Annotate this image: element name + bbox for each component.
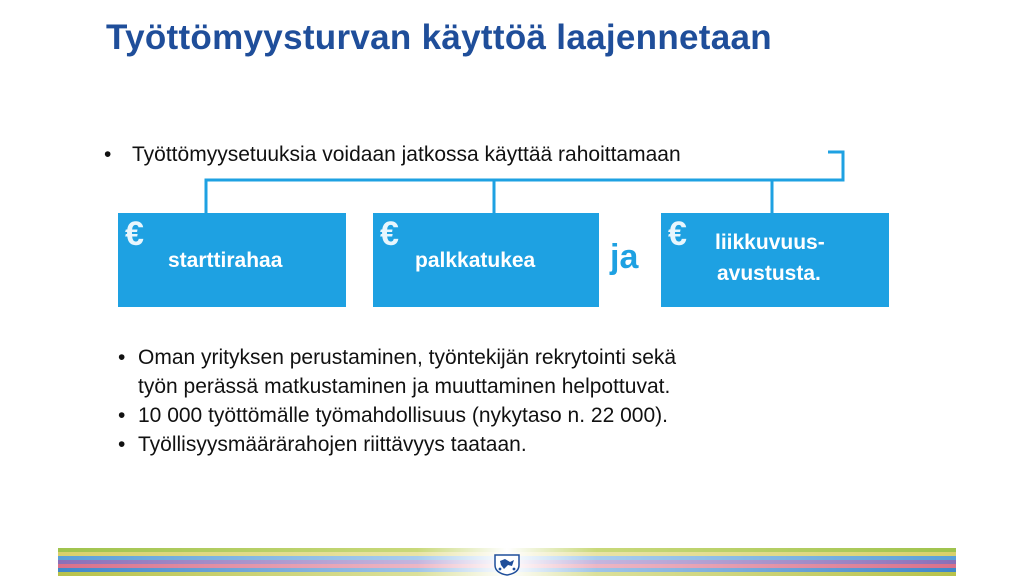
box-label: starttirahaa bbox=[168, 249, 283, 272]
box-starttiraha bbox=[118, 213, 346, 307]
coat-of-arms-icon bbox=[492, 553, 522, 576]
box-label-line1: liikkuvuus- bbox=[715, 231, 825, 254]
euro-icon: € bbox=[380, 215, 399, 253]
list-item bbox=[118, 343, 676, 401]
euro-icon: € bbox=[125, 215, 144, 253]
list-item-line: 10 000 työttömälle työmahdollisuus (nykytaso n. 22 000). bbox=[138, 404, 668, 427]
list-item-line: Oman yrityksen perustaminen, työntekijän rekrytointi sekä bbox=[138, 346, 677, 369]
box-palkkatuki bbox=[373, 213, 599, 307]
bullet-icon: • bbox=[104, 143, 112, 166]
box-liikkuvuusavustus bbox=[661, 213, 889, 307]
slide-title: Työttömyysturvan käyttöä laajennetaan bbox=[106, 18, 772, 57]
list-item bbox=[118, 401, 676, 430]
key-points-list bbox=[118, 343, 676, 459]
intro-text: Työttömyysetuuksia voidaan jatkossa käyttää rahoittamaan bbox=[132, 143, 681, 166]
box-label-line2: avustusta. bbox=[717, 262, 821, 285]
box-label: palkkatukea bbox=[415, 249, 536, 272]
bracket-line bbox=[206, 152, 843, 214]
connector-word: ja bbox=[610, 238, 639, 276]
list-item bbox=[118, 430, 676, 459]
euro-icon: € bbox=[668, 215, 687, 253]
list-item-line: Työllisyysmäärärahojen riittävyys taataan. bbox=[138, 433, 527, 456]
list-item-line: työn perässä matkustaminen ja muuttaminen helpottuvat. bbox=[138, 375, 671, 398]
